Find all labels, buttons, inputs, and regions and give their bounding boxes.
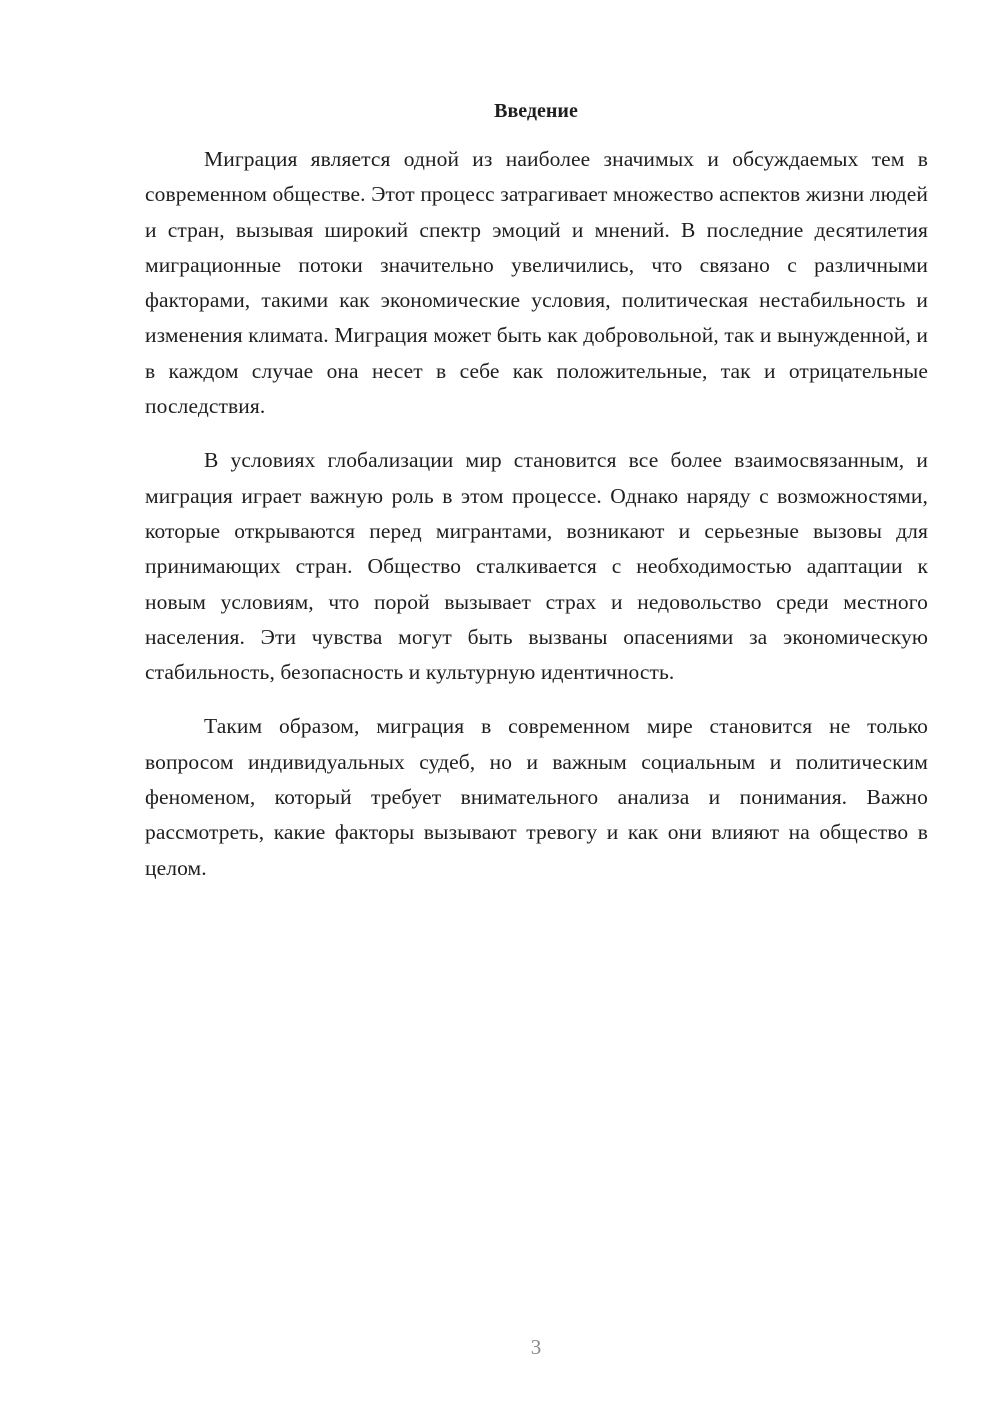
document-body [145,142,928,905]
section-title: Введение [494,100,578,122]
page-number: 3 [530,1335,542,1359]
paragraph-1: Миграция является одной из наиболее значимых и обсуждаемых тем в современном обществе. Этот процесс затрагивает множество аспектов жизни людей и стран, вызывая широкий спектр эмоций и мнений. В последние десятилетия миграционные потоки значительно увеличились, что связано с различными факторами, такими как экономические условия, политическая нестабильность и изменения климата. Миграция может быть как добровольной, так и вынужденной, и в каждом случае она несет в себе как положительные, так и отрицательные последствия. [145,147,928,419]
paragraph-3: Таким образом, миграция в современном мире становится не только вопросом индивидуальных судеб, но и важным социальным и политическим феноменом, который требует внимательного анализа и понимания. Важно рассмотреть, какие факторы вызывают тревогу и как они влияют на общество в целом. [145,714,928,880]
paragraph-2: В условиях глобализации мир становится все более взаимосвязанным, и миграция играет важную роль в этом процессе. Однако наряду с возможностями, которые открываются перед мигрантами, возникают и серьезные вызовы для принимающих стран. Общество сталкивается с необходимостью адаптации к новым условиям, что порой вызывает страх и недовольство среди местного населения. Эти чувства могут быть вызваны опасениями за экономическую стабильность, безопасность и культурную идентичность. [145,448,928,685]
